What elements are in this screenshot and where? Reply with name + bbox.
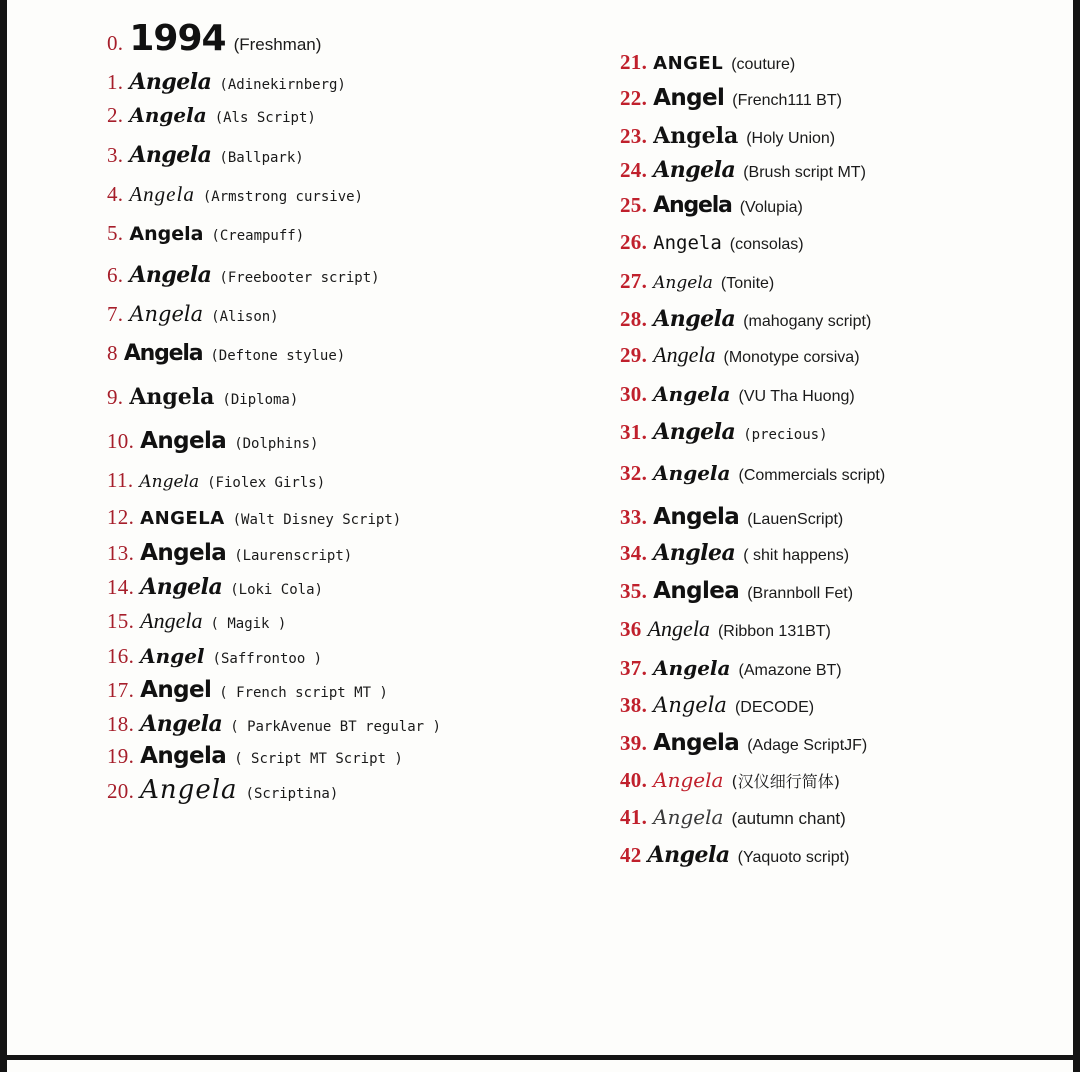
sample-name: Angela [653,656,731,680]
sample-name: Angela [140,711,223,737]
font-sample-row [107,302,560,327]
sample-font-label: (LauenScript) [747,511,844,528]
font-sample-row [620,616,1073,642]
sample-font-label: ( ParkAvenue BT regular ) [230,719,441,735]
sample-font-label: (Loki Cola) [230,582,323,598]
sample-font-label: ( French script MT ) [219,685,388,701]
sample-number: 25. [620,193,648,217]
font-sample-row [620,693,1073,718]
sample-font-label: ( Magik ) [210,616,287,632]
font-sample-row [107,677,560,703]
font-sample-row [620,230,1073,255]
sample-font-label: ( Script MT Script ) [234,751,403,767]
sample-name: Anglea [653,540,736,566]
font-sample-row [107,262,560,288]
font-sample-row [620,157,1073,183]
sample-number: 21. [620,50,648,74]
sample-name: ANGEL [653,53,724,74]
font-sample-row [107,384,560,410]
sample-name: Angela [647,616,710,641]
sample-font-label: (Brannboll Fet) [747,585,854,602]
font-sample-row [620,123,1073,149]
sample-number: 6. [107,263,124,287]
font-list-column-left [7,0,560,1040]
sample-font-label: (Deftone stylue) [210,348,346,364]
sample-font-label: (Adage ScriptJF) [747,737,868,754]
sample-number: 34. [620,541,648,565]
sample-font-label: (Freshman) [233,35,322,54]
sample-number: 2. [107,103,124,127]
font-sample-row [107,711,560,737]
sample-font-label: ( shit happens) [743,547,850,564]
sample-number: 8 [107,341,118,365]
sample-number: 23. [620,124,648,148]
sample-name: Angela [653,504,740,530]
sample-number: 3. [107,143,124,167]
sample-number: 26. [620,230,648,254]
font-sample-row [620,306,1073,332]
sample-number: 7. [107,302,124,326]
sample-number: 33. [620,505,648,529]
sample-number: 32. [620,461,648,485]
font-sample-row [107,103,560,128]
sample-number: 41. [620,805,648,829]
sample-font-label: (汉仪细行简体) [731,772,840,791]
sample-name: Angela [140,775,238,805]
sample-name: Angela [140,743,227,769]
sample-name: Angela [647,842,730,868]
sample-name: Angela [129,142,212,168]
sample-name: Angela [129,103,207,127]
sample-number: 30. [620,382,648,406]
sample-font-label: (Creampuff) [211,228,305,244]
sample-name: Angela [129,262,212,288]
sample-name: Angela [140,574,223,600]
sample-font-label: (Monotype corsiva) [723,349,860,366]
sample-number: 40. [620,768,648,792]
font-sample-row [107,574,560,600]
sample-font-label: (Alison) [211,309,279,325]
font-sample-row [107,644,560,669]
font-sample-row [620,578,1073,604]
sample-name: Angela [129,384,215,410]
sample-number: 37. [620,656,648,680]
sample-number: 17. [107,678,135,702]
font-sample-row [620,419,1073,445]
sample-font-label: (Commercials script) [738,467,886,484]
sample-name: Angela [129,182,195,206]
font-list-column-right [560,0,1073,1040]
sample-name: Angela [653,382,731,406]
sample-font-label: (Diploma) [222,392,299,408]
sample-number: 19. [107,744,135,768]
sample-number: 1. [107,70,124,94]
font-sample-row [620,540,1073,566]
sample-number: 11. [107,468,134,492]
font-sample-row [620,342,1073,368]
font-sample-row [620,842,1073,868]
sample-name: Angela [140,540,227,566]
sample-name: Angela [653,342,716,367]
sample-font-label: (DECODE) [734,699,815,716]
sample-name: 1994 [129,18,226,59]
font-sample-row [107,608,560,634]
sample-font-label: (Ballpark) [219,150,304,166]
sample-number: 12. [107,505,135,529]
font-sample-row [107,341,560,366]
font-sample-row [107,468,560,493]
sample-name: Angela [653,232,722,254]
font-sample-row [620,50,1073,75]
font-sample-row [107,505,560,530]
sample-name: Angela [653,306,736,332]
sample-number: 24. [620,158,648,182]
sample-name: Anglea [653,578,740,604]
sample-number: 38. [620,693,648,717]
font-sample-row [107,743,560,769]
sample-name: Angela [653,193,732,218]
sample-font-label: (Walt Disney Script) [232,512,402,528]
sample-font-label: (mahogany script) [743,313,872,330]
sample-font-label: (autumn chant) [731,809,846,828]
sample-number: 13. [107,541,135,565]
sample-number: 10. [107,429,135,453]
sample-name: Angela [653,768,724,792]
sample-number: 31. [620,420,648,444]
sample-name: ANGELA [140,508,225,529]
sample-number: 14. [107,575,135,599]
font-sample-row [107,428,560,454]
sample-name: Angela [129,302,204,326]
sample-number: 29. [620,343,648,367]
sample-font-label: (Dolphins) [234,436,319,452]
sample-font-label: (consolas) [729,236,804,253]
sample-font-label: (Armstrong cursive) [202,189,363,205]
font-sample-row [107,182,560,207]
sample-name: Angela [653,123,739,149]
sample-number: 22. [620,86,648,110]
font-sample-row [107,540,560,566]
font-sample-row [620,656,1073,681]
sample-font-label: (couture) [731,56,796,73]
sample-font-label: (Saffrontoo ) [212,651,323,667]
sample-name: Angela [653,419,736,445]
sample-font-label: (Scriptina) [245,786,339,802]
sample-number: 5. [107,221,124,245]
sample-font-label: (Adinekirnberg) [219,77,346,93]
font-sample-row [620,193,1073,218]
sample-font-label: (Laurenscript) [234,548,353,564]
sample-font-label: (Als Script) [214,110,316,126]
sample-font-label: (Holy Union) [746,130,836,147]
sample-name: Angel [140,644,205,668]
font-sample-row [107,69,560,95]
font-sample-row [620,461,1073,486]
font-sample-row [107,142,560,168]
font-list-columns [7,0,1073,1040]
sample-name: Angela [123,341,203,366]
sample-name: Angela [140,428,227,454]
sample-name: Angela [653,693,727,717]
sample-font-label: (Volupia) [739,199,803,216]
sample-number: 35. [620,579,648,603]
font-sample-row [107,775,560,805]
font-sample-row [620,730,1073,756]
sample-number: 0. [107,31,124,55]
sample-font-label: (French111 BT) [732,92,842,109]
sample-number: 20. [107,779,135,803]
sample-number: 9. [107,385,124,409]
font-sample-row [620,269,1073,294]
sample-name: Angela [139,472,200,492]
sample-number: 36 [620,617,642,641]
sample-number: 42 [620,843,642,867]
font-sample-row [620,768,1073,793]
font-sample-row [620,805,1073,830]
sample-font-label: (Brush script MT) [743,164,866,181]
font-sample-row [107,18,560,59]
sample-font-label: (Fiolex Girls) [207,475,326,491]
sample-name: Angela [653,461,731,485]
sample-number: 18. [107,712,135,736]
sample-number: 39. [620,731,648,755]
sample-name: Angel [653,85,725,111]
font-sample-row [620,504,1073,530]
sample-name: Angela [129,223,204,245]
sample-number: 15. [107,609,135,633]
sample-number: 16. [107,644,135,668]
sample-name: Angela [653,805,724,829]
sample-number: 27. [620,269,648,293]
sample-name: Angel [140,677,212,703]
sample-name: Angela [653,273,713,293]
sample-font-label: (precious) [743,427,828,443]
sample-font-label: (Tonite) [720,275,775,292]
sample-font-label: (VU Tha Huong) [738,388,855,405]
sample-number: 28. [620,307,648,331]
sample-name: Angela [653,730,740,756]
sample-number: 4. [107,182,124,206]
font-sample-row [620,85,1073,111]
sample-name: Angela [653,157,736,183]
sample-font-label: (Yaquoto script) [737,849,850,866]
sample-name: Angela [140,608,203,633]
sample-name: Angela [129,69,212,95]
font-sample-row [620,382,1073,407]
sample-font-label: (Amazone BT) [738,662,842,679]
sample-font-label: (Ribbon 131BT) [717,623,831,640]
sample-font-label: (Freebooter script) [219,270,380,286]
font-sample-row [107,221,560,246]
